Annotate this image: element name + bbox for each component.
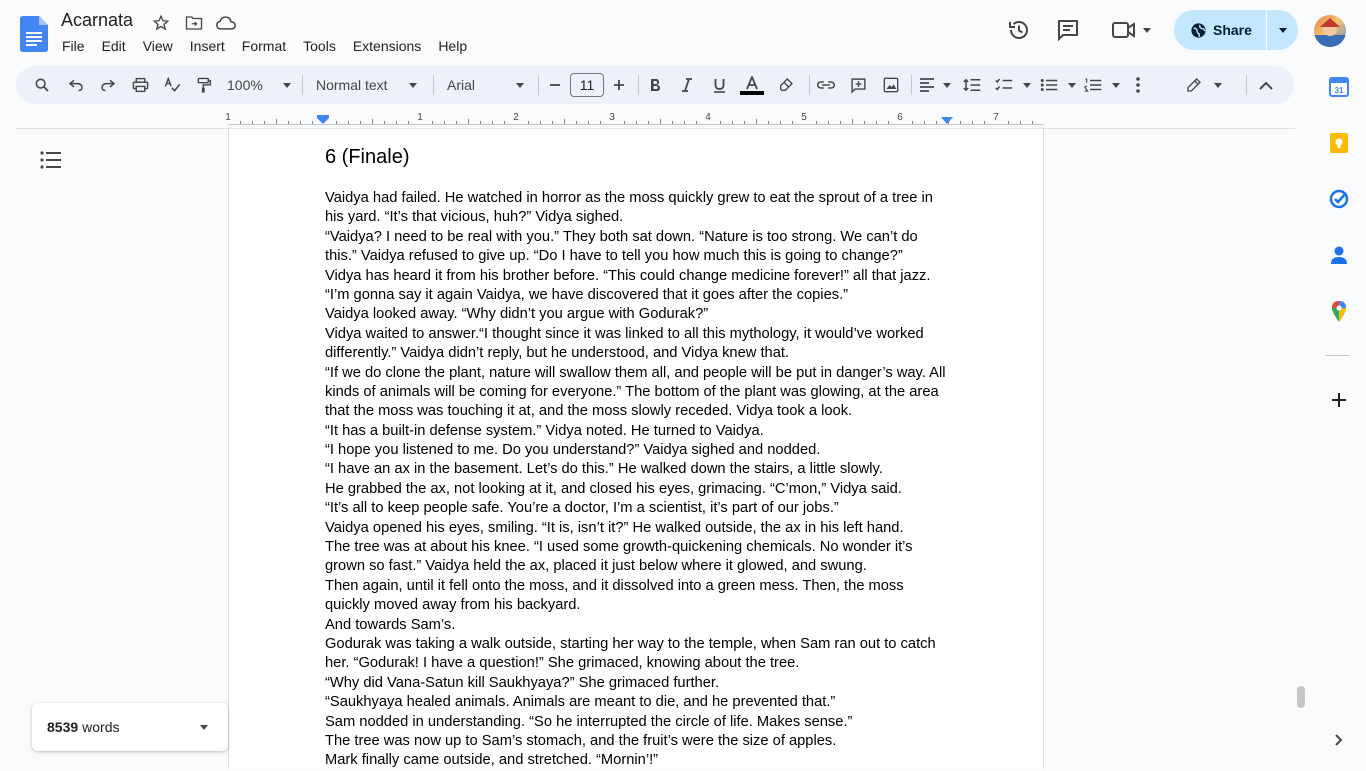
paint-format-icon[interactable] xyxy=(194,73,214,97)
font-select[interactable] xyxy=(447,73,524,97)
text-line[interactable]: “I hope you listened to me. Do you understand?” Vaidya sighed and nodded. xyxy=(325,442,821,459)
menu-tools[interactable]: Tools xyxy=(303,38,336,54)
bold-button[interactable] xyxy=(645,73,665,97)
star-icon[interactable] xyxy=(150,12,172,34)
maps-icon[interactable] xyxy=(1328,300,1350,322)
menu-format[interactable]: Format xyxy=(241,38,287,54)
text-line[interactable]: “Saukhyaya healed animals. Animals are meant to die, and he prevented that.” xyxy=(325,694,836,711)
align-select[interactable] xyxy=(919,73,951,97)
get-addons-icon[interactable] xyxy=(1328,389,1350,411)
vertical-scrollbar[interactable] xyxy=(1297,686,1305,708)
globe-icon xyxy=(1190,22,1207,39)
ruler-mark: 6 xyxy=(897,112,903,123)
bulleted-list-icon xyxy=(1040,78,1058,92)
menu-extensions[interactable]: Extensions xyxy=(352,38,422,54)
share-dropdown-icon[interactable] xyxy=(1267,28,1298,33)
avatar[interactable] xyxy=(1314,15,1346,47)
text-line[interactable]: grown so fast.” Vaidya held the ax, placed it just below where it glowed, and swung. xyxy=(325,558,867,575)
ruler-mark: 1 xyxy=(225,112,231,123)
bold-icon xyxy=(649,78,661,92)
text-line[interactable]: “I’m gonna say it again Vaidya, we have discovered that it goes after the copies.” xyxy=(325,286,849,303)
text-color-button[interactable] xyxy=(739,73,764,97)
section-heading[interactable]: 6 (Finale) xyxy=(325,146,410,168)
increase-font-size-button[interactable] xyxy=(610,73,628,97)
svg-text:31: 31 xyxy=(1334,86,1344,95)
menu-file[interactable]: File xyxy=(62,38,85,54)
paragraph-style-value: Normal text xyxy=(316,77,388,93)
horizontal-ruler[interactable] xyxy=(225,112,1044,128)
menu-view[interactable]: View xyxy=(142,38,173,54)
text-line[interactable]: quickly moved away from his backyard. xyxy=(325,597,581,614)
word-count-dropdown-icon[interactable] xyxy=(200,725,208,730)
text-line[interactable]: Vidya waited to answer.“I thought since it was linked to all this mythology, it would’ve worked xyxy=(325,325,924,342)
text-color-icon xyxy=(745,76,759,90)
top-bar xyxy=(0,0,1366,64)
text-line[interactable]: her. “Godurak! I have a question!” She grimaced, knowing about the tree. xyxy=(325,655,800,672)
menu-bar xyxy=(62,37,484,55)
cloud-saved-icon[interactable] xyxy=(215,12,237,34)
pencil-icon xyxy=(1186,77,1202,93)
numbered-list-icon xyxy=(1084,78,1102,92)
tasks-icon[interactable] xyxy=(1328,188,1350,210)
font-value: Arial xyxy=(447,77,476,93)
menu-edit[interactable]: Edit xyxy=(101,38,126,54)
ruler-mark: 2 xyxy=(513,112,519,123)
text-line[interactable]: Vaidya opened his eyes, smiling. “It is, isn’t it?” He walked outside, the ax in his left hand. xyxy=(325,519,904,536)
undo-icon[interactable] xyxy=(66,73,86,97)
italic-button[interactable] xyxy=(677,73,697,97)
insert-image-icon[interactable] xyxy=(881,73,901,97)
underline-button[interactable] xyxy=(709,73,729,97)
text-line[interactable]: Vidya has heard it from his brother before. “This could change medicine forever!” all that jazz. xyxy=(325,267,931,284)
redo-icon[interactable] xyxy=(98,73,118,97)
style-dropdown-icon xyxy=(409,83,417,88)
editing-mode-select[interactable] xyxy=(1186,73,1222,97)
text-line[interactable]: And towards Sam’s. xyxy=(325,616,456,633)
side-panel xyxy=(1310,64,1366,768)
text-line[interactable]: “Why did Vana-Satun kill Saukhyaya?” She grimaced further. xyxy=(325,674,720,691)
comments-icon[interactable] xyxy=(1050,12,1086,48)
document-body[interactable] xyxy=(325,189,965,771)
ruler-mark: 3 xyxy=(609,112,615,123)
zoom-select[interactable] xyxy=(227,73,291,97)
text-line[interactable]: Then again, until it fell onto the moss, and it dissolved into a green mess. Then, the moss xyxy=(325,577,904,594)
ruler-ticks xyxy=(228,112,1044,128)
insert-link-icon[interactable] xyxy=(816,73,836,97)
share-button[interactable] xyxy=(1174,10,1298,50)
word-count-widget[interactable] xyxy=(32,703,228,751)
menu-insert[interactable]: Insert xyxy=(189,38,225,54)
text-line[interactable]: this.” Vaidya refused to give up. “Do I have to tell you how much this is going to change?” xyxy=(325,248,903,265)
meet-icon[interactable] xyxy=(1106,12,1156,48)
version-history-icon[interactable] xyxy=(1001,12,1037,48)
keep-icon[interactable] xyxy=(1328,132,1350,154)
text-line[interactable]: “It’s all to keep people safe. You’re a doctor, I’m a scientist, it’s part of our jobs.” xyxy=(325,500,839,517)
text-line[interactable]: “Vaidya? I need to be real with you.” They both sat down. “Nature is too strong. We can’t do xyxy=(325,228,918,245)
line-spacing-icon[interactable] xyxy=(962,73,982,97)
text-line[interactable]: differently.” Vaidya didn’t reply, but he understood, and Vidya knew that. xyxy=(325,345,790,362)
text-line[interactable]: “It has a built-in defense system.” Vidya noted. He turned to Vaidya. xyxy=(325,422,764,439)
italic-icon xyxy=(681,78,693,92)
text-line[interactable]: kinds of animals will be coming for everyone.” The bottom of the plant was glowing, at the area xyxy=(325,383,939,400)
decrease-font-size-button[interactable] xyxy=(546,73,564,97)
expand-panel-icon[interactable] xyxy=(1328,729,1350,751)
more-options-icon[interactable] xyxy=(1130,73,1146,97)
text-line[interactable]: Godurak was taking a walk outside, starting her way to the temple, when Sam ran out to catch xyxy=(325,635,936,652)
zoom-dropdown-icon xyxy=(283,83,291,88)
highlight-color-button[interactable] xyxy=(776,73,796,97)
ruler-mark: 5 xyxy=(801,112,807,123)
word-count-label: words xyxy=(82,719,120,735)
highlighter-icon xyxy=(778,77,794,93)
text-line[interactable]: The tree was at about his knee. “I used some growth-quickening chemicals. No wonder it’s xyxy=(325,539,913,556)
word-count-value: 8539 xyxy=(47,719,79,735)
bulleted-list-select[interactable] xyxy=(1040,73,1076,97)
calendar-icon[interactable] xyxy=(1328,76,1350,98)
text-color-swatch xyxy=(740,91,764,95)
ruler-mark: 1 xyxy=(417,112,423,123)
text-line[interactable]: “If we do clone the plant, nature will swallow them all, and people will be put in danger’s way. All xyxy=(325,364,946,381)
document-page[interactable] xyxy=(228,129,1044,769)
align-left-icon xyxy=(919,78,935,92)
underline-icon xyxy=(713,78,726,93)
right-indent-marker-icon[interactable] xyxy=(941,117,953,125)
text-line[interactable]: Vaidya looked away. “Why didn’t you argue with Godurak?” xyxy=(325,306,709,323)
left-indent-marker-icon[interactable] xyxy=(317,115,329,125)
search-menus-icon[interactable] xyxy=(32,73,52,97)
move-folder-icon[interactable] xyxy=(183,12,205,34)
text-line[interactable]: his yard. “It’s that vicious, huh?” Vidya sighed. xyxy=(325,209,624,226)
contacts-icon[interactable] xyxy=(1328,244,1350,266)
checklist-icon xyxy=(995,78,1013,92)
text-line[interactable]: Vaidya had failed. He watched in horror as the moss quickly grew to eat the sprout of a tree in xyxy=(325,190,933,206)
menu-help[interactable]: Help xyxy=(438,38,468,54)
ruler-mark: 4 xyxy=(705,112,711,123)
share-label: Share xyxy=(1213,22,1252,38)
document-outline-icon[interactable] xyxy=(40,151,62,173)
text-line[interactable]: Mark finally came outside, and stretched. “Mornin’!” xyxy=(325,752,659,769)
docs-logo-icon[interactable] xyxy=(20,16,48,52)
text-line[interactable]: that the moss was touching it at, and the moss slowly receded. Vidya took a look. xyxy=(325,403,853,420)
numbered-list-select[interactable] xyxy=(1084,73,1120,97)
insert-comment-icon[interactable] xyxy=(848,73,868,97)
paragraph-style-select[interactable] xyxy=(316,73,417,97)
text-line[interactable]: Sam nodded in understanding. “So he interrupted the circle of life. Makes sense.” xyxy=(325,713,853,730)
checklist-select[interactable] xyxy=(995,73,1031,97)
font-dropdown-icon xyxy=(516,83,524,88)
text-line[interactable]: “I have an ax in the basement. Let’s do this.” He walked down the stairs, a little slowly. xyxy=(325,461,883,478)
print-icon[interactable] xyxy=(130,73,150,97)
zoom-value: 100% xyxy=(227,77,263,93)
spellcheck-icon[interactable] xyxy=(162,73,182,97)
share-main[interactable] xyxy=(1174,10,1266,50)
text-line[interactable]: The tree was now up to Sam’s stomach, and the fruit’s were the size of apples. xyxy=(325,732,837,749)
font-size-input[interactable]: 11 xyxy=(570,73,604,97)
hide-menus-icon[interactable] xyxy=(1256,73,1276,97)
text-line[interactable]: He grabbed the ax, not looking at it, and closed his eyes, grimacing. “C’mon,” Vidya said. xyxy=(325,480,902,497)
formatting-toolbar xyxy=(16,66,1294,104)
document-title[interactable]: Acarnata xyxy=(61,10,134,30)
ruler-mark: 7 xyxy=(993,112,999,123)
